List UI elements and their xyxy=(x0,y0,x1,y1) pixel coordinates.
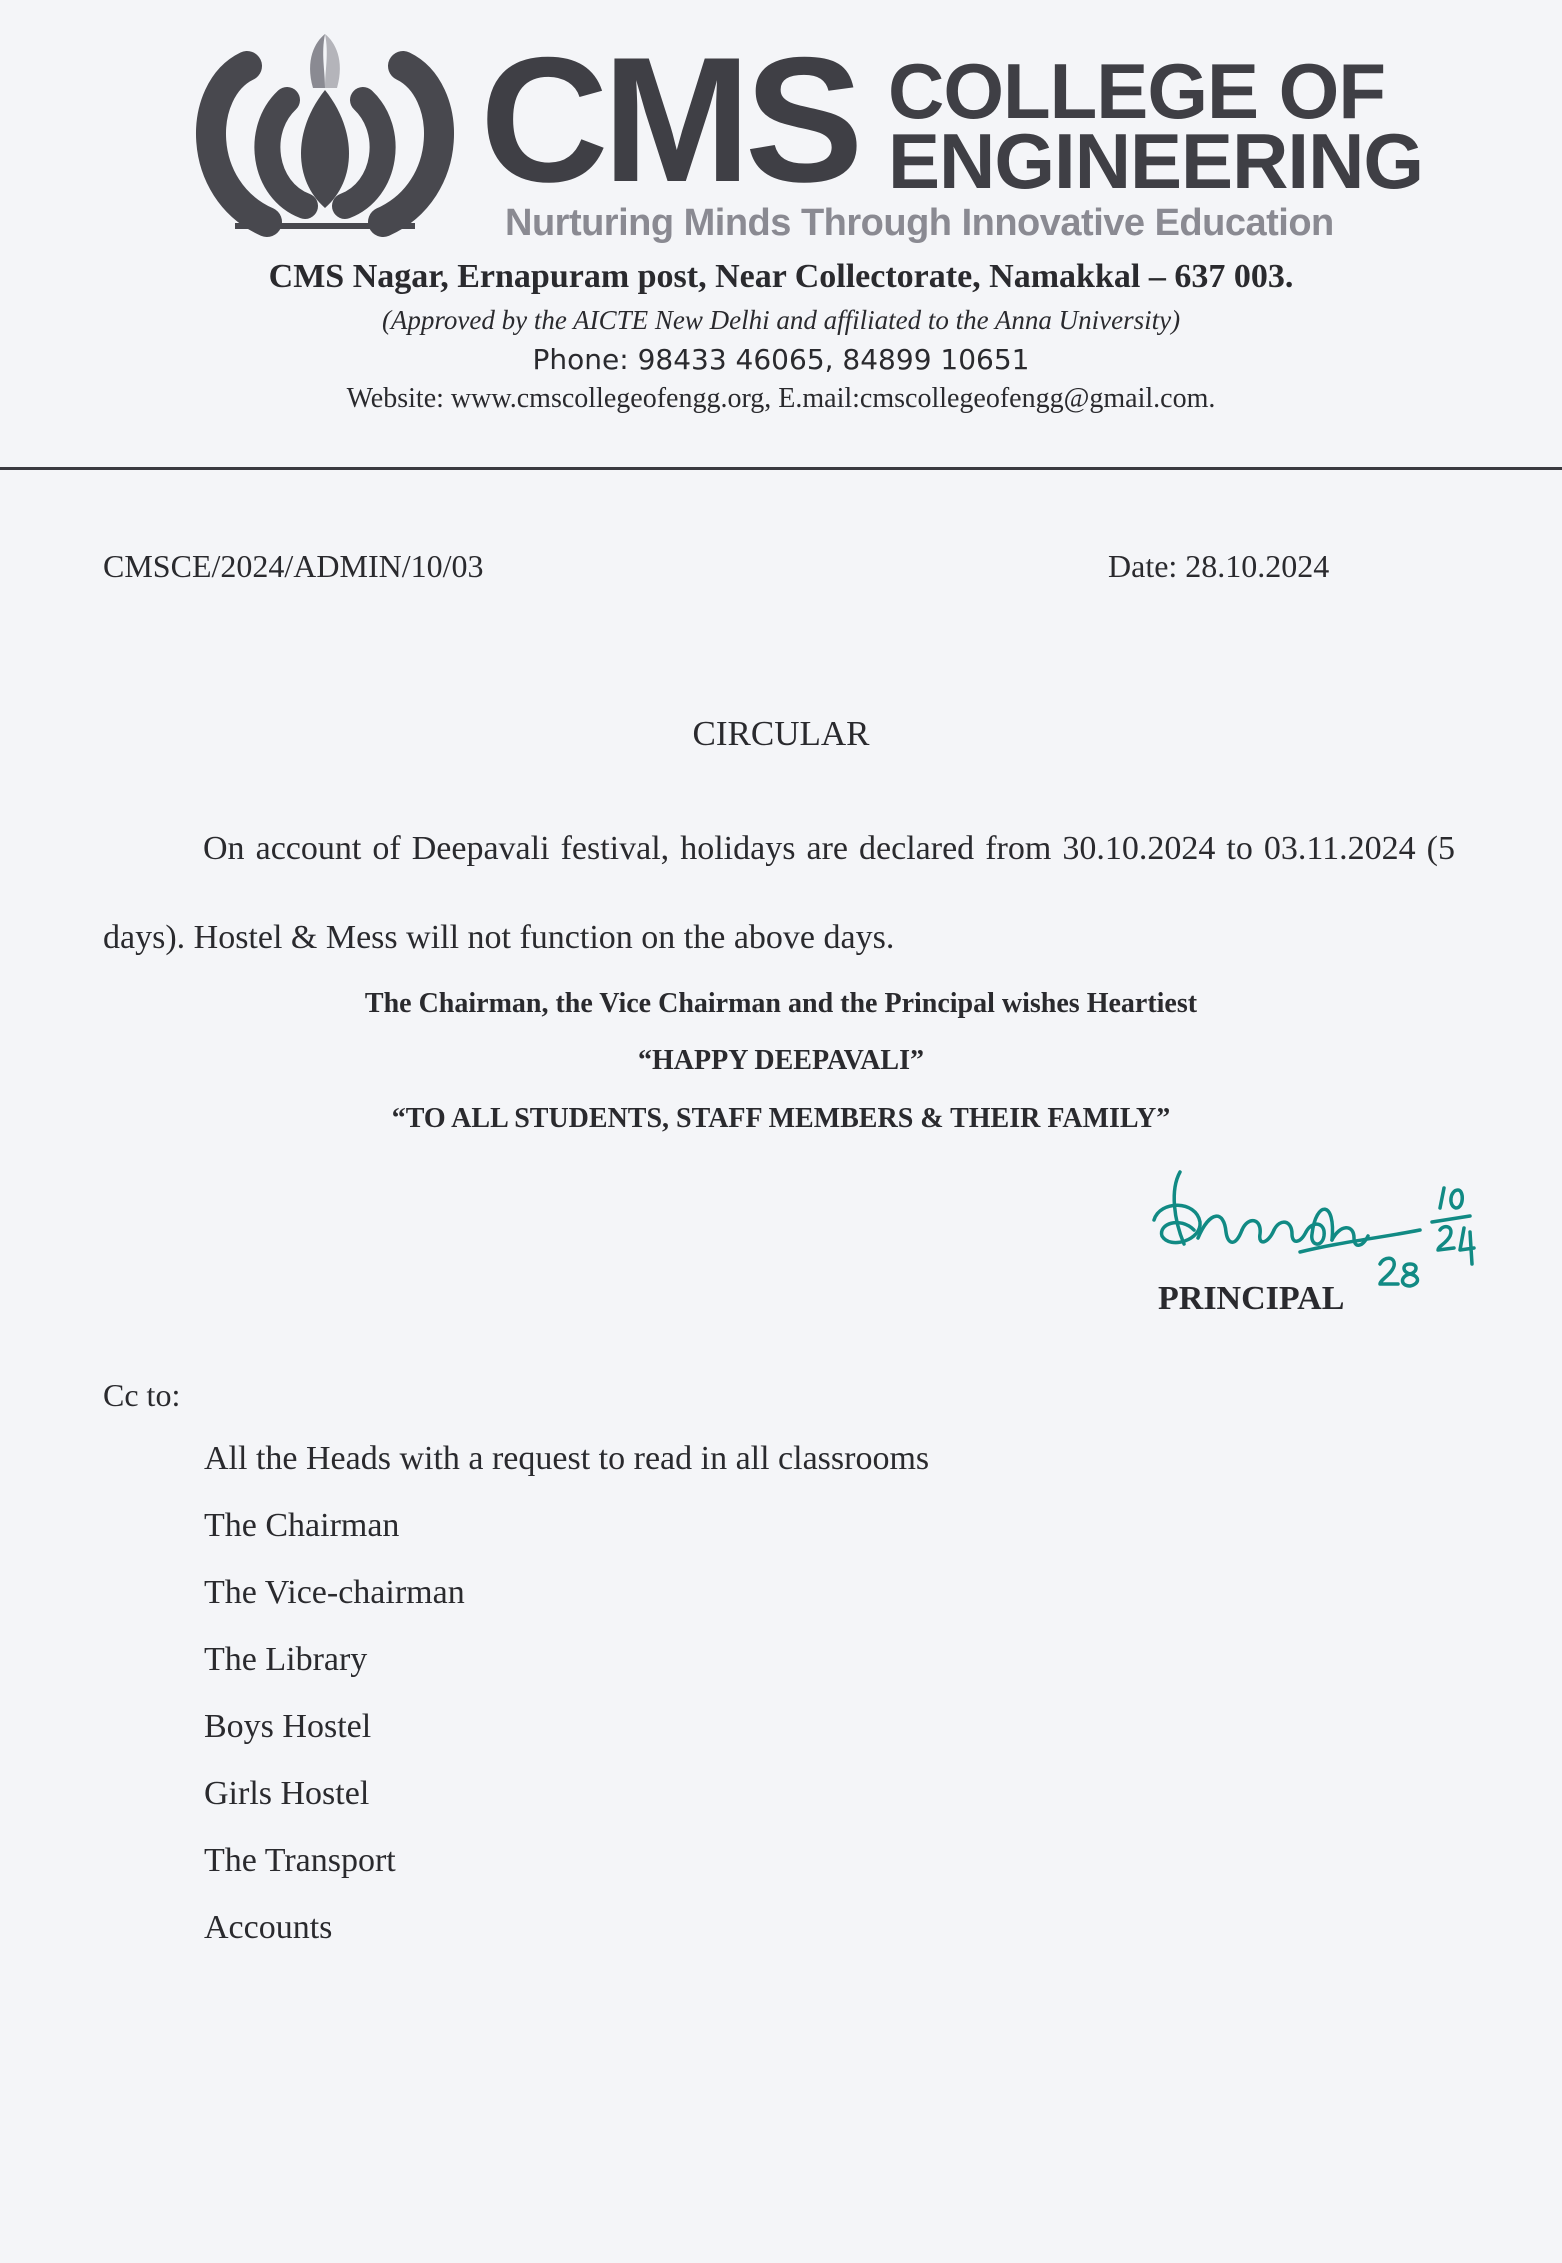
website-email: Website: www.cmscollegeofengg.org, E.mail:cmscollegeofengg@gmail.com. xyxy=(346,383,1216,414)
circular-body: On account of Deepavali festival, holidays are declared from 30.10.2024 to 03.11.2024 (5 days). Hostel & Mess will not function on the above days. xyxy=(103,830,1455,956)
cc-recipient: The Transport xyxy=(204,1842,396,1879)
flame-bud-logo-icon xyxy=(175,30,475,240)
brand-college-of: COLLEGE OF xyxy=(888,47,1385,135)
reference-number: CMSCE/2024/ADMIN/10/03 xyxy=(103,548,484,584)
cc-recipient: Boys Hostel xyxy=(204,1708,372,1745)
cc-label: Cc to: xyxy=(103,1377,181,1413)
cc-recipient: The Library xyxy=(204,1641,368,1678)
cc-recipient: All the Heads with a request to read in all classrooms xyxy=(204,1440,930,1477)
circular-date: Date: 28.10.2024 xyxy=(1108,548,1330,584)
circular-heading: CIRCULAR xyxy=(692,714,870,753)
brand-cms: CMS xyxy=(480,20,858,219)
college-address: CMS Nagar, Ernapuram post, Near Collectorate, Namakkal – 637 003. xyxy=(268,258,1294,295)
brand-engineering: ENGINEERING xyxy=(888,117,1424,205)
tagline: Nurturing Minds Through Innovative Education xyxy=(505,202,1334,244)
letterhead-divider xyxy=(0,467,1562,470)
cc-recipient: Accounts xyxy=(204,1909,333,1946)
approval-note: (Approved by the AICTE New Delhi and affiliated to the Anna University) xyxy=(381,305,1181,335)
cc-recipient-list xyxy=(204,1437,929,1973)
cc-recipient: The Chairman xyxy=(204,1507,400,1544)
principal-title: PRINCIPAL xyxy=(1158,1280,1345,1317)
cc-recipient: The Vice-chairman xyxy=(204,1574,465,1611)
greeting-line-3: “TO ALL STUDENTS, STAFF MEMBERS & THEIR FAMILY” xyxy=(391,1103,1171,1134)
phone-numbers: Phone: 98433 46065, 84899 10651 xyxy=(532,343,1030,376)
greeting-line-1: The Chairman, the Vice Chairman and the Principal wishes Heartiest xyxy=(364,988,1198,1019)
cc-recipient: Girls Hostel xyxy=(204,1775,370,1812)
greeting-line-2: “HAPPY DEEPAVALI” xyxy=(637,1045,924,1076)
